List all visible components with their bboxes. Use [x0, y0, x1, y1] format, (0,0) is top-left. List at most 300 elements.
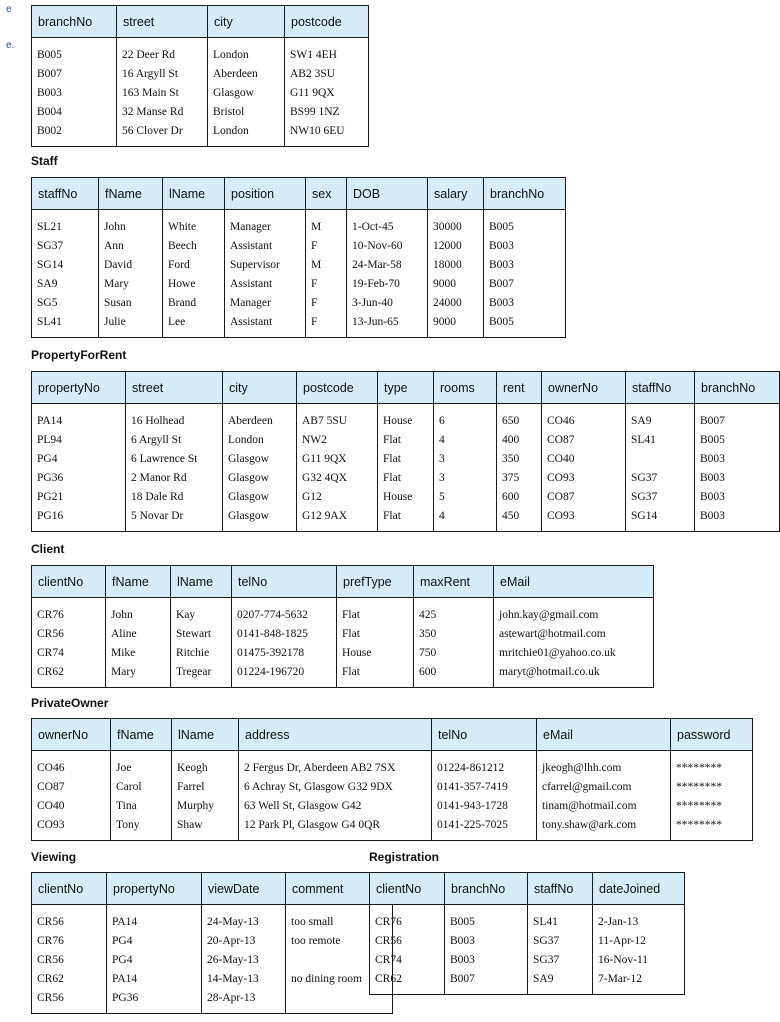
table-cell: SL41	[32, 313, 99, 338]
table-cell: B005	[32, 38, 117, 66]
table-row	[32, 507, 780, 532]
table-cell: Murphy	[172, 797, 239, 816]
table-cell: CO40	[32, 797, 111, 816]
table-cell: PG36	[32, 469, 126, 488]
column-header: branchNo	[484, 178, 566, 210]
column-header: prefType	[337, 566, 414, 598]
table-cell: John	[99, 210, 163, 238]
table-cell: 650	[497, 404, 542, 432]
column-header: DOB	[347, 178, 428, 210]
table-cell: B007	[484, 275, 566, 294]
column-header: clientNo	[370, 873, 445, 905]
table-cell: CR56	[32, 989, 107, 1014]
table-cell: Keogh	[172, 751, 239, 779]
column-header: address	[239, 719, 432, 751]
table-row	[32, 256, 566, 275]
table-cell: SA9	[32, 275, 99, 294]
table-cell: 5	[434, 488, 497, 507]
property-for-rent-table	[31, 371, 780, 532]
table-cell: 18000	[428, 256, 484, 275]
column-header: city	[208, 6, 285, 38]
table-cell: John	[106, 598, 171, 626]
table-cell: Flat	[378, 450, 434, 469]
table-row	[32, 644, 654, 663]
property-for-rent-title: PropertyForRent	[31, 348, 127, 362]
table-row	[32, 816, 753, 841]
table-row	[370, 951, 685, 970]
table-cell: 26-May-13	[202, 951, 286, 970]
column-header: eMail	[494, 566, 654, 598]
table-cell: London	[208, 38, 285, 66]
table-cell: PA14	[32, 404, 126, 432]
table-cell: CR62	[370, 970, 445, 995]
table-cell: tinam@hotmail.com	[537, 797, 671, 816]
column-header: street	[117, 6, 208, 38]
table-cell: AB7 5SU	[297, 404, 378, 432]
table-cell: B003	[695, 450, 780, 469]
table-cell: 3	[434, 469, 497, 488]
table-cell: 2-Jan-13	[593, 905, 685, 933]
table-cell: White	[163, 210, 225, 238]
table-cell: cfarrel@gmail.com	[537, 778, 671, 797]
table-cell: 01475-392178	[232, 644, 337, 663]
table-cell: CR56	[370, 932, 445, 951]
table-cell: London	[208, 122, 285, 147]
private-owner-title: PrivateOwner	[31, 696, 109, 710]
table-cell: SG37	[528, 951, 593, 970]
table-row	[370, 970, 685, 995]
table-cell: B003	[695, 469, 780, 488]
table-cell: CR76	[32, 932, 107, 951]
table-cell: Flat	[378, 431, 434, 450]
table-cell: Glasgow	[223, 488, 297, 507]
table-cell: House	[378, 488, 434, 507]
table-cell: 6 Argyll St	[126, 431, 223, 450]
table-cell: 12000	[428, 237, 484, 256]
table-cell: B003	[445, 951, 528, 970]
table-cell: 400	[497, 431, 542, 450]
table-cell: Aberdeen	[208, 65, 285, 84]
table-cell: CR56	[32, 905, 107, 933]
column-header: staffNo	[528, 873, 593, 905]
table-cell: 0141-848-1825	[232, 625, 337, 644]
column-header: maxRent	[414, 566, 494, 598]
column-header: comment	[286, 873, 393, 905]
table-row	[32, 404, 780, 432]
column-header: propertyNo	[32, 372, 126, 404]
table-cell: CO46	[542, 404, 626, 432]
table-cell: Tregear	[171, 663, 232, 688]
table-cell: SW1 4EH	[285, 38, 369, 66]
table-cell: CR76	[32, 598, 106, 626]
table-cell: B005	[484, 210, 566, 238]
table-cell: Carol	[111, 778, 172, 797]
table-row	[32, 989, 393, 1014]
table-cell: SL41	[528, 905, 593, 933]
table-cell: 9000	[428, 275, 484, 294]
table-row	[32, 103, 369, 122]
table-row	[32, 294, 566, 313]
table-cell: SG37	[32, 237, 99, 256]
table-cell: Brand	[163, 294, 225, 313]
table-cell: Flat	[337, 598, 414, 626]
table-cell: CR76	[370, 905, 445, 933]
table-row	[32, 663, 654, 688]
column-header: fName	[111, 719, 172, 751]
table-cell: CO93	[32, 816, 111, 841]
table-cell: 350	[497, 450, 542, 469]
column-header: salary	[428, 178, 484, 210]
table-cell: 0141-943-1728	[432, 797, 537, 816]
table-row	[32, 488, 780, 507]
table-cell: 450	[497, 507, 542, 532]
table-cell: B007	[32, 65, 117, 84]
column-header: clientNo	[32, 566, 106, 598]
table-cell: 28-Apr-13	[202, 989, 286, 1014]
table-cell: Manager	[225, 210, 306, 238]
client-table	[31, 565, 654, 688]
table-cell: F	[306, 275, 347, 294]
table-cell: PG21	[32, 488, 126, 507]
table-row	[32, 797, 753, 816]
table-cell: 3	[434, 450, 497, 469]
table-cell: F	[306, 313, 347, 338]
table-cell: SL21	[32, 210, 99, 238]
column-header: street	[126, 372, 223, 404]
table-cell: 163 Main St	[117, 84, 208, 103]
table-cell: B002	[32, 122, 117, 147]
table-cell: 10-Nov-60	[347, 237, 428, 256]
table-cell: 0141-357-7419	[432, 778, 537, 797]
column-header: position	[225, 178, 306, 210]
table-cell: 16-Nov-11	[593, 951, 685, 970]
table-row	[32, 275, 566, 294]
table-cell: SG14	[626, 507, 695, 532]
table-row	[32, 237, 566, 256]
table-row	[370, 905, 685, 933]
column-header: telNo	[232, 566, 337, 598]
column-header: rent	[497, 372, 542, 404]
table-cell: 350	[414, 625, 494, 644]
table-cell: PG16	[32, 507, 126, 532]
table-cell: 01224-861212	[432, 751, 537, 779]
table-cell: F	[306, 294, 347, 313]
table-cell: F	[306, 237, 347, 256]
branch-table	[31, 5, 369, 147]
table-cell: 600	[497, 488, 542, 507]
table-cell: 5 Novar Dr	[126, 507, 223, 532]
table-cell: B005	[695, 431, 780, 450]
column-header: city	[223, 372, 297, 404]
table-cell: Glasgow	[208, 84, 285, 103]
table-cell: Assistant	[225, 237, 306, 256]
table-cell: jkeogh@lhh.com	[537, 751, 671, 779]
table-cell: SG37	[626, 469, 695, 488]
column-header: dateJoined	[593, 873, 685, 905]
table-cell: 13-Jun-65	[347, 313, 428, 338]
table-cell: G32 4QX	[297, 469, 378, 488]
table-row	[32, 450, 780, 469]
table-cell: no dining room	[286, 970, 393, 989]
table-cell: 19-Feb-70	[347, 275, 428, 294]
table-cell: 4	[434, 507, 497, 532]
table-row	[32, 65, 369, 84]
table-cell: B003	[695, 488, 780, 507]
table-cell: 2 Fergus Dr, Aberdeen AB2 7SX	[239, 751, 432, 779]
table-cell: CR56	[32, 625, 106, 644]
table-cell: 14-May-13	[202, 970, 286, 989]
table-cell: mritchie01@yahoo.co.uk	[494, 644, 654, 663]
table-cell: Tina	[111, 797, 172, 816]
column-header: ownerNo	[542, 372, 626, 404]
table-cell: PG4	[107, 951, 202, 970]
column-header: password	[671, 719, 753, 751]
table-cell: 01224-196720	[232, 663, 337, 688]
table-cell: Aberdeen	[223, 404, 297, 432]
table-row	[370, 932, 685, 951]
table-row	[32, 778, 753, 797]
table-cell: Joe	[111, 751, 172, 779]
table-cell: 12 Park Pl, Glasgow G4 0QR	[239, 816, 432, 841]
staff-table	[31, 177, 566, 338]
table-row	[32, 751, 753, 779]
table-row	[32, 598, 654, 626]
table-cell: G12	[297, 488, 378, 507]
table-cell: G11 9QX	[285, 84, 369, 103]
table-cell: 4	[434, 431, 497, 450]
table-cell: Flat	[378, 469, 434, 488]
edge-fragment-1: e	[6, 4, 12, 15]
table-cell: Tony	[111, 816, 172, 841]
table-cell: CR62	[32, 970, 107, 989]
table-cell: 63 Well St, Glasgow G42	[239, 797, 432, 816]
table-cell: ********	[671, 751, 753, 779]
table-cell: 6 Achray St, Glasgow G32 9DX	[239, 778, 432, 797]
table-cell: David	[99, 256, 163, 275]
table-cell: M	[306, 256, 347, 275]
table-cell: Shaw	[172, 816, 239, 841]
table-cell: CO40	[542, 450, 626, 469]
column-header: branchNo	[445, 873, 528, 905]
column-header: viewDate	[202, 873, 286, 905]
table-cell: 0141-225-7025	[432, 816, 537, 841]
table-cell: 2 Manor Rd	[126, 469, 223, 488]
column-header: staffNo	[32, 178, 99, 210]
table-cell: SG5	[32, 294, 99, 313]
table-cell: SG37	[528, 932, 593, 951]
table-cell: CR74	[32, 644, 106, 663]
column-header: telNo	[432, 719, 537, 751]
table-cell: B003	[484, 256, 566, 275]
table-cell: B007	[445, 970, 528, 995]
table-row	[32, 469, 780, 488]
table-cell	[626, 450, 695, 469]
table-cell: 0207-774-5632	[232, 598, 337, 626]
table-cell: CR74	[370, 951, 445, 970]
table-cell: 6 Lawrence St	[126, 450, 223, 469]
table-cell: B003	[445, 932, 528, 951]
column-header: fName	[99, 178, 163, 210]
table-cell: astewart@hotmail.com	[494, 625, 654, 644]
viewing-title: Viewing	[31, 850, 77, 864]
table-cell: Julie	[99, 313, 163, 338]
table-cell: PA14	[107, 905, 202, 933]
table-cell: 600	[414, 663, 494, 688]
table-cell: Glasgow	[223, 469, 297, 488]
table-cell: Glasgow	[223, 507, 297, 532]
table-row	[32, 932, 393, 951]
table-cell: ********	[671, 797, 753, 816]
table-cell: CR56	[32, 951, 107, 970]
column-header: lName	[172, 719, 239, 751]
table-cell: M	[306, 210, 347, 238]
table-cell: Stewart	[171, 625, 232, 644]
table-cell: NW2	[297, 431, 378, 450]
table-cell: SG37	[626, 488, 695, 507]
table-cell: 18 Dale Rd	[126, 488, 223, 507]
column-header: sex	[306, 178, 347, 210]
table-cell: Bristol	[208, 103, 285, 122]
table-cell: Mary	[99, 275, 163, 294]
table-cell: CO87	[32, 778, 111, 797]
table-cell: Flat	[337, 663, 414, 688]
table-cell: Glasgow	[223, 450, 297, 469]
private-owner-table	[31, 718, 753, 841]
table-row	[32, 38, 369, 66]
table-cell: Susan	[99, 294, 163, 313]
table-cell: 375	[497, 469, 542, 488]
table-cell: B007	[695, 404, 780, 432]
table-cell: SA9	[528, 970, 593, 995]
table-row	[32, 905, 393, 933]
table-row	[32, 625, 654, 644]
table-cell: PG36	[107, 989, 202, 1014]
table-cell: B003	[695, 507, 780, 532]
table-cell: Ritchie	[171, 644, 232, 663]
table-cell: Lee	[163, 313, 225, 338]
table-cell: BS99 1NZ	[285, 103, 369, 122]
column-header: fName	[106, 566, 171, 598]
table-row	[32, 970, 393, 989]
table-cell: PG4	[32, 450, 126, 469]
column-header: branchNo	[695, 372, 780, 404]
staff-title: Staff	[31, 154, 58, 168]
table-cell: SG14	[32, 256, 99, 275]
column-header: staffNo	[626, 372, 695, 404]
table-cell: B005	[484, 313, 566, 338]
table-cell: CO87	[542, 488, 626, 507]
column-header: propertyNo	[107, 873, 202, 905]
table-cell: Aline	[106, 625, 171, 644]
table-cell: Kay	[171, 598, 232, 626]
table-row	[32, 122, 369, 147]
table-cell: 20-Apr-13	[202, 932, 286, 951]
table-cell: Flat	[337, 625, 414, 644]
table-cell: 3-Jun-40	[347, 294, 428, 313]
column-header: postcode	[297, 372, 378, 404]
table-cell: Supervisor	[225, 256, 306, 275]
column-header: postcode	[285, 6, 369, 38]
column-header: rooms	[434, 372, 497, 404]
table-cell: CO93	[542, 507, 626, 532]
table-cell: 32 Manse Rd	[117, 103, 208, 122]
table-cell: tony.shaw@ark.com	[537, 816, 671, 841]
table-row	[32, 431, 780, 450]
table-cell: Beech	[163, 237, 225, 256]
table-cell: Assistant	[225, 275, 306, 294]
table-cell: 6	[434, 404, 497, 432]
table-cell: 30000	[428, 210, 484, 238]
table-cell: CO87	[542, 431, 626, 450]
table-cell: House	[337, 644, 414, 663]
table-cell: Mike	[106, 644, 171, 663]
table-cell: maryt@hotmail.co.uk	[494, 663, 654, 688]
table-cell: Ford	[163, 256, 225, 275]
table-cell: Mary	[106, 663, 171, 688]
table-cell: 24-May-13	[202, 905, 286, 933]
table-cell: CR62	[32, 663, 106, 688]
table-cell: 750	[414, 644, 494, 663]
table-cell: 56 Clover Dr	[117, 122, 208, 147]
table-cell: 24-Mar-58	[347, 256, 428, 275]
column-header: lName	[163, 178, 225, 210]
table-cell: B003	[484, 237, 566, 256]
table-cell: 7-Mar-12	[593, 970, 685, 995]
table-cell: CO93	[542, 469, 626, 488]
table-cell: B003	[484, 294, 566, 313]
table-cell: 11-Apr-12	[593, 932, 685, 951]
table-cell: Ann	[99, 237, 163, 256]
table-cell: too small	[286, 905, 393, 933]
table-cell: 22 Deer Rd	[117, 38, 208, 66]
column-header: clientNo	[32, 873, 107, 905]
table-cell: G11 9QX	[297, 450, 378, 469]
column-header: lName	[171, 566, 232, 598]
table-cell: Farrel	[172, 778, 239, 797]
table-cell: AB2 3SU	[285, 65, 369, 84]
table-cell: SA9	[626, 404, 695, 432]
table-cell: NW10 6EU	[285, 122, 369, 147]
edge-fragment-2: e.	[6, 40, 15, 51]
table-cell: john.kay@gmail.com	[494, 598, 654, 626]
table-cell: ********	[671, 816, 753, 841]
table-cell: PG4	[107, 932, 202, 951]
table-cell: London	[223, 431, 297, 450]
column-header: type	[378, 372, 434, 404]
table-cell: 9000	[428, 313, 484, 338]
column-header: eMail	[537, 719, 671, 751]
table-cell: PA14	[107, 970, 202, 989]
table-cell: Flat	[378, 507, 434, 532]
column-header: branchNo	[32, 6, 117, 38]
table-cell: PL94	[32, 431, 126, 450]
table-cell: Assistant	[225, 313, 306, 338]
table-cell: CO46	[32, 751, 111, 779]
registration-table	[369, 872, 685, 995]
table-cell: Howe	[163, 275, 225, 294]
table-cell: G12 9AX	[297, 507, 378, 532]
table-cell: Manager	[225, 294, 306, 313]
table-row	[32, 951, 393, 970]
table-cell: 16 Argyll St	[117, 65, 208, 84]
table-cell: too remote	[286, 932, 393, 951]
table-cell: B005	[445, 905, 528, 933]
viewing-table	[31, 872, 393, 1014]
table-cell: 425	[414, 598, 494, 626]
table-row	[32, 210, 566, 238]
table-cell: House	[378, 404, 434, 432]
table-cell: B003	[32, 84, 117, 103]
